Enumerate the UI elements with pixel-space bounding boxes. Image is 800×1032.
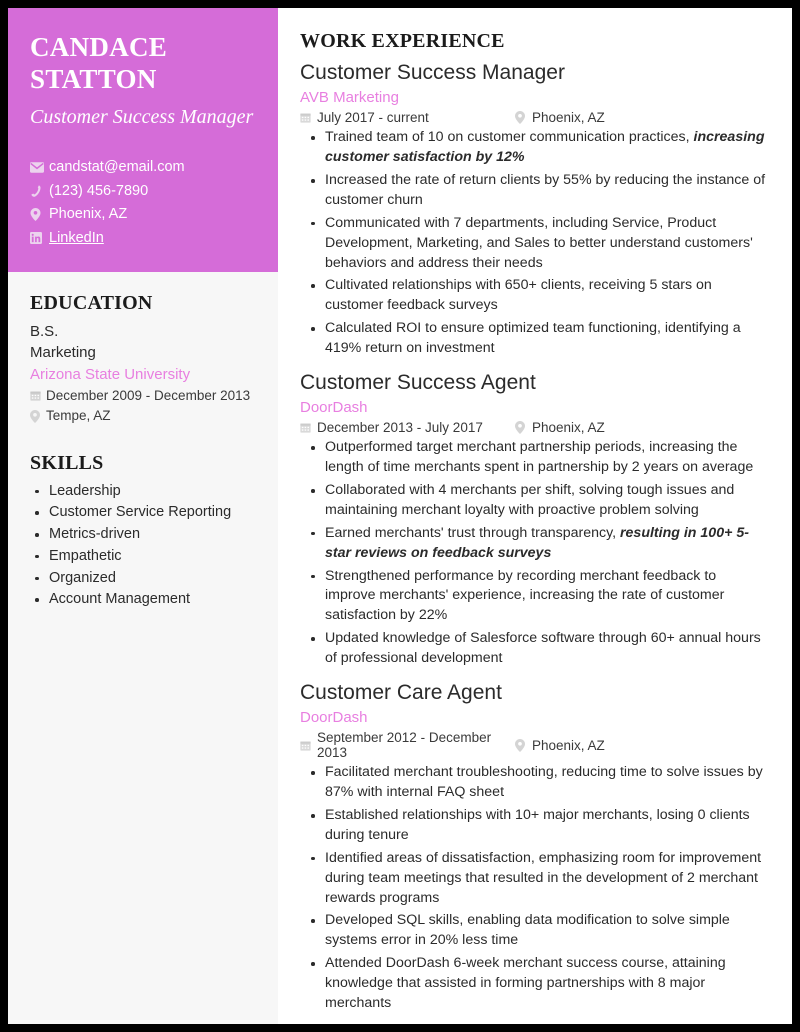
education-degree: B.S. <box>30 323 59 341</box>
education-field: Marketing <box>30 344 96 362</box>
job-bullet <box>300 763 770 803</box>
bullet-text: Identified areas of dissatisfaction, emphasizing room for improvement during team meetings that resulted in the development of 2 merchant rewards programs <box>325 849 762 906</box>
bullet-text: Established relationships with 10+ major merchants, losing 0 clients during tenure <box>325 807 750 843</box>
phone-icon <box>30 185 49 198</box>
skills-section <box>30 452 256 612</box>
job-location-cell <box>515 420 605 435</box>
job-location-cell <box>515 110 605 125</box>
bullet-text: Developed SQL skills, enabling data modification to solve simple systems error in 20% less time <box>325 912 730 949</box>
contact-item <box>30 180 256 202</box>
job-bullet <box>300 849 770 909</box>
job-bullet <box>300 954 770 1014</box>
bullet-text: Trained team of 10 on customer communication practices, <box>325 129 694 146</box>
contact-text: Phoenix, AZ <box>49 206 128 223</box>
calendar-icon <box>300 422 317 433</box>
skill-item: Account Management <box>30 589 256 611</box>
job-dates: July 2017 - current <box>317 110 429 126</box>
job-location: Phoenix, AZ <box>532 420 605 436</box>
contact-text: candstat@email.com <box>49 159 185 176</box>
bullet-text: Increased the rate of return clients by 55% by reducing the instance of customer churn <box>325 172 766 208</box>
job-bullet <box>300 319 770 359</box>
bullet-text: Updated knowledge of Salesforce software through 60+ annual hours of professional development <box>325 630 761 667</box>
job-bullet <box>300 567 770 627</box>
job-entry <box>300 60 770 359</box>
job-dates-cell <box>300 110 515 125</box>
contact-item <box>30 156 256 178</box>
education-location: Tempe, AZ <box>46 408 111 424</box>
bullet-emphasis: increasing customer satisfaction by 12% <box>325 129 765 166</box>
education-heading: EDUCATION <box>30 292 153 315</box>
job-title: Customer Success Agent <box>300 370 536 394</box>
job-location-cell <box>515 738 605 753</box>
map-pin-icon <box>515 421 532 434</box>
skills-heading: SKILLS <box>30 451 104 474</box>
education-dates-row <box>30 387 256 405</box>
calendar-icon <box>30 387 46 401</box>
job-company: DoorDash <box>300 708 368 726</box>
job-meta <box>300 730 770 760</box>
education-school: Arizona State University <box>30 365 191 383</box>
contact-item <box>30 203 256 225</box>
job-bullet-list <box>300 128 770 359</box>
job-bullet <box>300 128 770 168</box>
job-bullet <box>300 806 770 846</box>
envelope-icon <box>30 162 49 173</box>
contact-text: (123) 456-7890 <box>49 182 149 199</box>
contact-item[interactable] <box>30 227 256 249</box>
sidebar <box>8 8 278 1024</box>
linkedin-icon <box>30 232 49 244</box>
resume-document <box>8 8 792 1024</box>
bullet-text: Facilitated merchant troubleshooting, reducing time to solve issues by 87% with internal FAQ sheet <box>325 764 763 801</box>
sidebar-header-panel <box>8 8 278 272</box>
calendar-icon <box>300 740 317 751</box>
bullet-text: Cultivated relationships with 650+ clients, receiving 5 stars on customer feedback surveys <box>325 277 712 314</box>
job-bullet <box>300 438 770 478</box>
job-dates: December 2013 - July 2017 <box>317 420 483 436</box>
map-pin-icon <box>515 111 532 124</box>
contact-list <box>30 156 256 249</box>
contact-text[interactable]: LinkedIn <box>49 229 104 246</box>
map-pin-icon <box>515 739 532 752</box>
job-company: AVB Marketing <box>300 88 399 106</box>
map-pin-icon <box>30 407 46 423</box>
bullet-text: Earned merchants' trust through transparency, <box>325 524 621 541</box>
bullet-text: Attended DoorDash 6-week merchant success course, attaining knowledge that assisted in forming partnerships with 8 major merchants <box>325 955 726 1011</box>
education-section <box>30 292 256 425</box>
job-bullet <box>300 629 770 669</box>
job-meta <box>300 420 770 435</box>
job-dates-cell <box>300 730 515 760</box>
main-column <box>278 8 792 1024</box>
map-pin-icon <box>30 208 49 221</box>
candidate-name: CANDACE STATTON <box>30 32 168 94</box>
sidebar-body <box>8 272 278 1024</box>
job-entry <box>300 680 770 1014</box>
job-bullet <box>300 481 770 521</box>
job-bullet <box>300 214 770 274</box>
job-bullet <box>300 171 770 211</box>
candidate-role: Customer Success Manager <box>30 105 254 128</box>
bullet-text: Outperformed target merchant partnership periods, increasing the length of time merchants spent in partnership by 2 years on average <box>325 439 754 476</box>
job-bullet <box>300 524 770 564</box>
skill-item: Leadership <box>30 481 256 503</box>
bullet-text: Strengthened performance by recording merchant feedback to improve merchants' experience, increasing the rate of customer satisfaction by 22% <box>325 567 725 624</box>
job-entry <box>300 370 770 669</box>
job-company: DoorDash <box>300 398 368 416</box>
skill-item: Customer Service Reporting <box>30 502 256 524</box>
bullet-text: Calculated ROI to ensure optimized team functioning, identifying a 419% return on investment <box>325 320 741 357</box>
job-location: Phoenix, AZ <box>532 737 605 753</box>
bullet-text: Communicated with 7 departments, including Service, Product Development, Marketing, and Sales to better understand customers' behaviors and address their needs <box>325 214 753 271</box>
job-dates-cell <box>300 420 515 435</box>
calendar-icon <box>300 112 317 123</box>
work-experience-heading: WORK EXPERIENCE <box>300 30 505 52</box>
job-title: Customer Success Manager <box>300 61 565 84</box>
skills-list <box>30 481 256 612</box>
education-location-row <box>30 407 256 425</box>
skill-item: Empathetic <box>30 546 256 568</box>
job-location: Phoenix, AZ <box>532 110 605 126</box>
job-bullet <box>300 276 770 316</box>
education-dates: December 2009 - December 2013 <box>46 388 251 404</box>
job-bullet-list <box>300 763 770 1014</box>
bullet-emphasis: resulting in 100+ 5-star reviews on feedback surveys <box>325 524 749 561</box>
skill-item: Metrics-driven <box>30 524 256 546</box>
job-meta <box>300 110 770 125</box>
work-experience-list <box>300 60 770 1014</box>
job-title: Customer Care Agent <box>300 680 502 704</box>
job-bullet <box>300 911 770 951</box>
job-dates: September 2012 - December 2013 <box>317 730 492 761</box>
job-bullet-list <box>300 438 770 669</box>
bullet-text: Collaborated with 4 merchants per shift, solving tough issues and maintaining merchant loyalty with proactive problem solving <box>325 482 735 518</box>
skill-item: Organized <box>30 568 256 590</box>
